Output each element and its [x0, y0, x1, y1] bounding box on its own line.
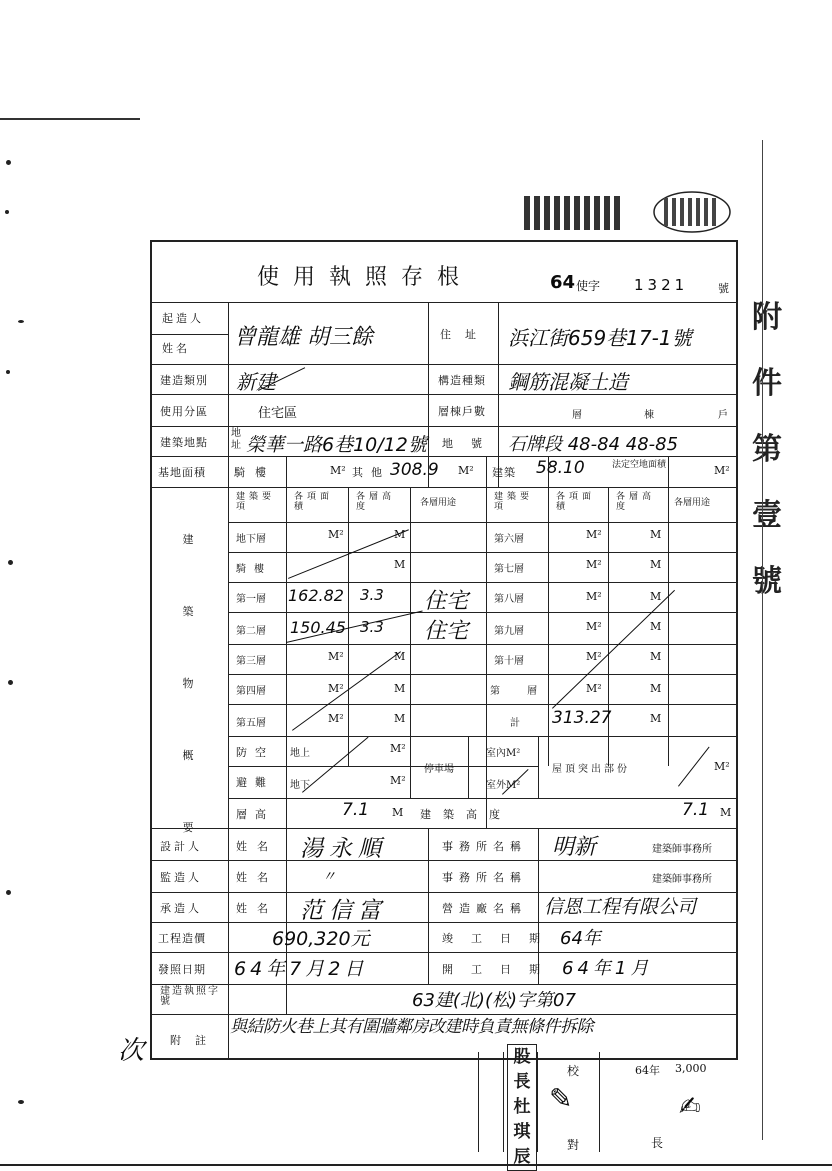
- table-header: 各層高度: [356, 492, 396, 512]
- margin-dot: [6, 890, 11, 895]
- bottom-scan-line: [0, 1164, 832, 1166]
- floors-unit-3: 戶: [718, 410, 728, 421]
- row-line: [152, 860, 738, 861]
- site-label: 建築地點: [160, 436, 208, 449]
- row-line: [228, 674, 738, 675]
- license-suffix: 號: [718, 282, 729, 295]
- arcade-label: 騎樓: [234, 466, 276, 479]
- issue-label: 發照日期: [158, 963, 206, 976]
- floor-label-left: 騎樓: [236, 564, 272, 575]
- unit-m2: M²: [586, 650, 602, 663]
- unit-m: M: [650, 682, 662, 695]
- margin-dot: [18, 320, 24, 323]
- floor-label-left: 第二層: [236, 626, 266, 637]
- below-label: 地下: [290, 780, 310, 791]
- unit-m2: M²: [586, 620, 602, 633]
- supervisor-office-label: 事務所名稱: [442, 871, 527, 884]
- row-line: [152, 302, 738, 303]
- site-value: 榮華一路6巷10/12號: [246, 434, 427, 456]
- row-line: [152, 984, 738, 985]
- row-line: [152, 922, 738, 923]
- page-title: 使用執照存根: [257, 265, 474, 290]
- unit-m: M: [392, 806, 404, 819]
- row-line: [152, 334, 228, 335]
- floors-unit-2: 棟: [644, 410, 654, 421]
- unit-m: M: [650, 590, 662, 603]
- unit-m: M: [394, 528, 406, 541]
- building-height-value: 7.1: [682, 800, 710, 820]
- col-line: [428, 828, 429, 984]
- start-label: 開工日期: [442, 963, 558, 976]
- supervisor-label: 監造人: [160, 871, 202, 884]
- shelter-label-1: 防空: [236, 746, 274, 759]
- contractor-name-label: 姓名: [236, 902, 278, 915]
- col-line: [668, 456, 669, 766]
- margin-dot: [8, 680, 13, 685]
- unit-m2: M²: [390, 742, 406, 755]
- arcade-unit: M²: [330, 464, 346, 477]
- building-area-label: 建築: [492, 466, 516, 479]
- approval-block: [478, 1047, 719, 1167]
- unit-m: M: [650, 712, 662, 725]
- col-line: [548, 456, 549, 766]
- complete-label: 竣工日期: [442, 932, 558, 945]
- row-line: [228, 766, 538, 767]
- right-scan-line: [762, 140, 763, 1140]
- designer-label: 設計人: [160, 840, 202, 853]
- contractor-company-label: 營造廠名稱: [442, 902, 527, 915]
- designer-name: 湯永順: [300, 836, 387, 862]
- margin-mark: 次: [118, 1036, 145, 1066]
- row-line: [228, 704, 738, 705]
- site-sub-label: 地址: [231, 428, 241, 451]
- height-label: 層高: [236, 808, 274, 821]
- lot-label: 地號: [442, 437, 500, 450]
- proof-label-2: 對: [567, 1138, 580, 1152]
- total-area: 313.27: [552, 708, 612, 728]
- builder-label: 起造人: [162, 312, 204, 325]
- supervisor-name-label: 姓名: [236, 871, 278, 884]
- unit-m2: M²: [586, 682, 602, 695]
- floor-label-right: 第七層: [494, 564, 524, 575]
- contractor-name: 范信富: [300, 898, 387, 924]
- other-unit: M²: [458, 464, 474, 477]
- signature-mark-2: ✍: [679, 1092, 701, 1122]
- row-line: [152, 487, 738, 488]
- designer-name-label: 姓名: [236, 840, 278, 853]
- floor-label-right: 第八層: [494, 594, 524, 605]
- row-line: [228, 736, 738, 737]
- floor-label-left: 第五層: [236, 718, 266, 729]
- unit-m: M: [650, 558, 662, 571]
- zone-label: 使用分區: [160, 405, 208, 418]
- empty-cell-slash: [292, 651, 401, 731]
- floor-label-right: 第 層: [490, 686, 550, 697]
- contractor-company: 信恩工程有限公司: [544, 896, 697, 918]
- designer-suffix: 建築師事務所: [652, 844, 712, 855]
- col-line: [410, 487, 411, 766]
- structure-label: 構造種類: [438, 374, 486, 387]
- archive-stamp: [522, 190, 734, 234]
- empty-cell-slash: [678, 747, 710, 787]
- col-line: [486, 456, 487, 828]
- approval-divider: [537, 1052, 538, 1152]
- approval-divider: [503, 1052, 504, 1152]
- top-scan-line: [0, 118, 140, 120]
- side-stamp: 附件第壹號: [752, 300, 782, 599]
- row-line: [152, 456, 738, 457]
- col-line: [468, 736, 469, 798]
- note-label: 附註: [170, 1034, 220, 1047]
- unit-m: M: [650, 528, 662, 541]
- col-line: [410, 736, 411, 798]
- col-line: [498, 302, 499, 487]
- table-header: 建築要項: [494, 492, 534, 512]
- unit-m: M: [394, 650, 406, 663]
- approval-divider: [599, 1052, 600, 1152]
- proof-label: 校: [567, 1064, 580, 1078]
- complete-value: 64年: [560, 928, 601, 949]
- license-type: 使字: [576, 279, 601, 293]
- archive-stamp-icon: [522, 190, 734, 234]
- first-floor-use: 住宅: [424, 589, 469, 614]
- table-header: 各層用途: [674, 498, 711, 508]
- height-value: 7.1: [342, 800, 370, 820]
- unit-m2: M²: [586, 590, 602, 603]
- print-count: 3,000: [675, 1062, 707, 1075]
- table-header: 建築要項: [236, 492, 276, 512]
- margin-dot: [6, 370, 10, 374]
- row-line: [228, 798, 738, 799]
- unit-m2: M²: [328, 712, 344, 725]
- empty-cell-slash: [302, 737, 369, 793]
- floor-label-right: 計: [510, 718, 520, 729]
- margin-dot: [6, 160, 11, 165]
- license-form: [150, 240, 738, 1060]
- unit-m: M: [650, 650, 662, 663]
- row-line: [228, 612, 738, 613]
- floor-label-left: 第四層: [236, 686, 266, 697]
- print-year: 64年: [635, 1064, 660, 1077]
- chief-label: 長: [651, 1136, 664, 1150]
- address-label: 住址: [440, 328, 490, 341]
- row-line: [152, 426, 738, 427]
- row-line: [228, 522, 738, 523]
- col-line: [286, 828, 287, 1014]
- outdoor-label: 室外M²: [486, 780, 521, 791]
- floor-label-right: 第九層: [494, 626, 524, 637]
- permit-value: 63建(北)(松)字第07: [412, 990, 576, 1011]
- chief-stamp: 股長杜琪辰: [507, 1044, 537, 1171]
- unit-m: M: [394, 682, 406, 695]
- roof-label: 屋頂突出部份: [552, 764, 630, 775]
- shelter-label-2: 避難: [236, 776, 274, 789]
- margin-dot: [18, 1100, 24, 1104]
- row-line: [152, 952, 738, 953]
- above-label: 地上: [290, 748, 310, 759]
- parking-label: 停車場: [424, 764, 454, 775]
- margin-dot: [5, 210, 9, 214]
- table-header: 各層用途: [420, 498, 457, 508]
- row-line: [152, 828, 738, 829]
- start-value: 64年1月: [562, 958, 653, 979]
- other-value: 308.9: [390, 460, 439, 480]
- margin-dot: [8, 560, 13, 565]
- signature-mark: ✎: [549, 1082, 573, 1115]
- floors-label: 層棟戶數: [438, 405, 486, 418]
- license-year: 64: [550, 272, 576, 293]
- builder-value: 曾龍雄 胡三餘: [234, 325, 373, 350]
- floor-label-right: 第六層: [494, 534, 524, 545]
- legal-area-unit: M²: [714, 464, 730, 477]
- cost-value: 690,320元: [272, 928, 370, 950]
- issue-value: 64年7月2日: [234, 958, 368, 980]
- permit-label: 建造執照字號: [160, 986, 220, 1007]
- legal-area-label: 法定空地面積: [612, 460, 667, 470]
- first-floor-height: 3.3: [360, 586, 384, 604]
- table-header: 各項面積: [556, 492, 596, 512]
- unit-m2: M²: [390, 774, 406, 787]
- unit-m2: M²: [714, 760, 730, 773]
- building-type-value: 新建: [236, 370, 276, 394]
- contractor-label: 承造人: [160, 902, 202, 915]
- builder-label-2: 姓名: [162, 342, 190, 355]
- address-value: 浜江街659巷17-1號: [508, 326, 692, 350]
- row-line: [228, 552, 738, 553]
- second-floor-area: 150.45: [290, 618, 346, 637]
- unit-m2: M²: [328, 682, 344, 695]
- license-number: 1321: [634, 276, 689, 294]
- col-line: [228, 302, 229, 1060]
- note-value: 與結防火巷上其有圍牆鄰房改建時負責無條件拆除: [230, 1017, 593, 1037]
- other-label: 其他: [352, 466, 390, 479]
- row-line: [228, 644, 738, 645]
- unit-m2: M²: [586, 528, 602, 541]
- area-label: 基地面積: [158, 466, 206, 479]
- floor-label-left: 第一層: [236, 594, 266, 605]
- building-area-value: 58.10: [536, 458, 585, 478]
- row-line: [228, 582, 738, 583]
- structure-value: 鋼筋混凝土造: [508, 370, 628, 394]
- floor-label-left: 第三層: [236, 656, 266, 667]
- floor-label-left: 地下層: [236, 534, 266, 545]
- supervisor-name: 〃: [322, 869, 336, 885]
- unit-m2: M²: [328, 650, 344, 663]
- zone-value: 住宅區: [258, 406, 298, 421]
- unit-m: M: [720, 806, 732, 819]
- unit-m2: M²: [328, 528, 344, 541]
- supervisor-suffix: 建築師事務所: [652, 874, 712, 885]
- floors-unit-1: 層: [572, 410, 582, 421]
- table-header: 各層高度: [616, 492, 656, 512]
- cost-label: 工程造價: [158, 932, 206, 945]
- row-line: [152, 364, 738, 365]
- designer-office-label: 事務所名稱: [442, 840, 527, 853]
- floor-label-right: 第十層: [494, 656, 524, 667]
- building-type-label: 建造類別: [160, 374, 208, 387]
- second-floor-use: 住宅: [424, 619, 469, 644]
- unit-m: M: [394, 558, 406, 571]
- second-floor-height: 3.3: [360, 618, 384, 636]
- designer-office: 明新: [552, 835, 597, 860]
- table-header: 各項面積: [294, 492, 334, 512]
- lot-value: 石牌段 48-84 48-85: [508, 434, 679, 455]
- unit-m2: M²: [586, 558, 602, 571]
- building-height-label: 建築高度: [420, 808, 512, 821]
- indoor-label: 室內M²: [486, 748, 521, 759]
- section-label: 建築物概要: [182, 533, 194, 834]
- unit-m: M: [394, 712, 406, 725]
- unit-m: M: [650, 620, 662, 633]
- col-line: [538, 736, 539, 798]
- first-floor-area: 162.82: [288, 586, 344, 605]
